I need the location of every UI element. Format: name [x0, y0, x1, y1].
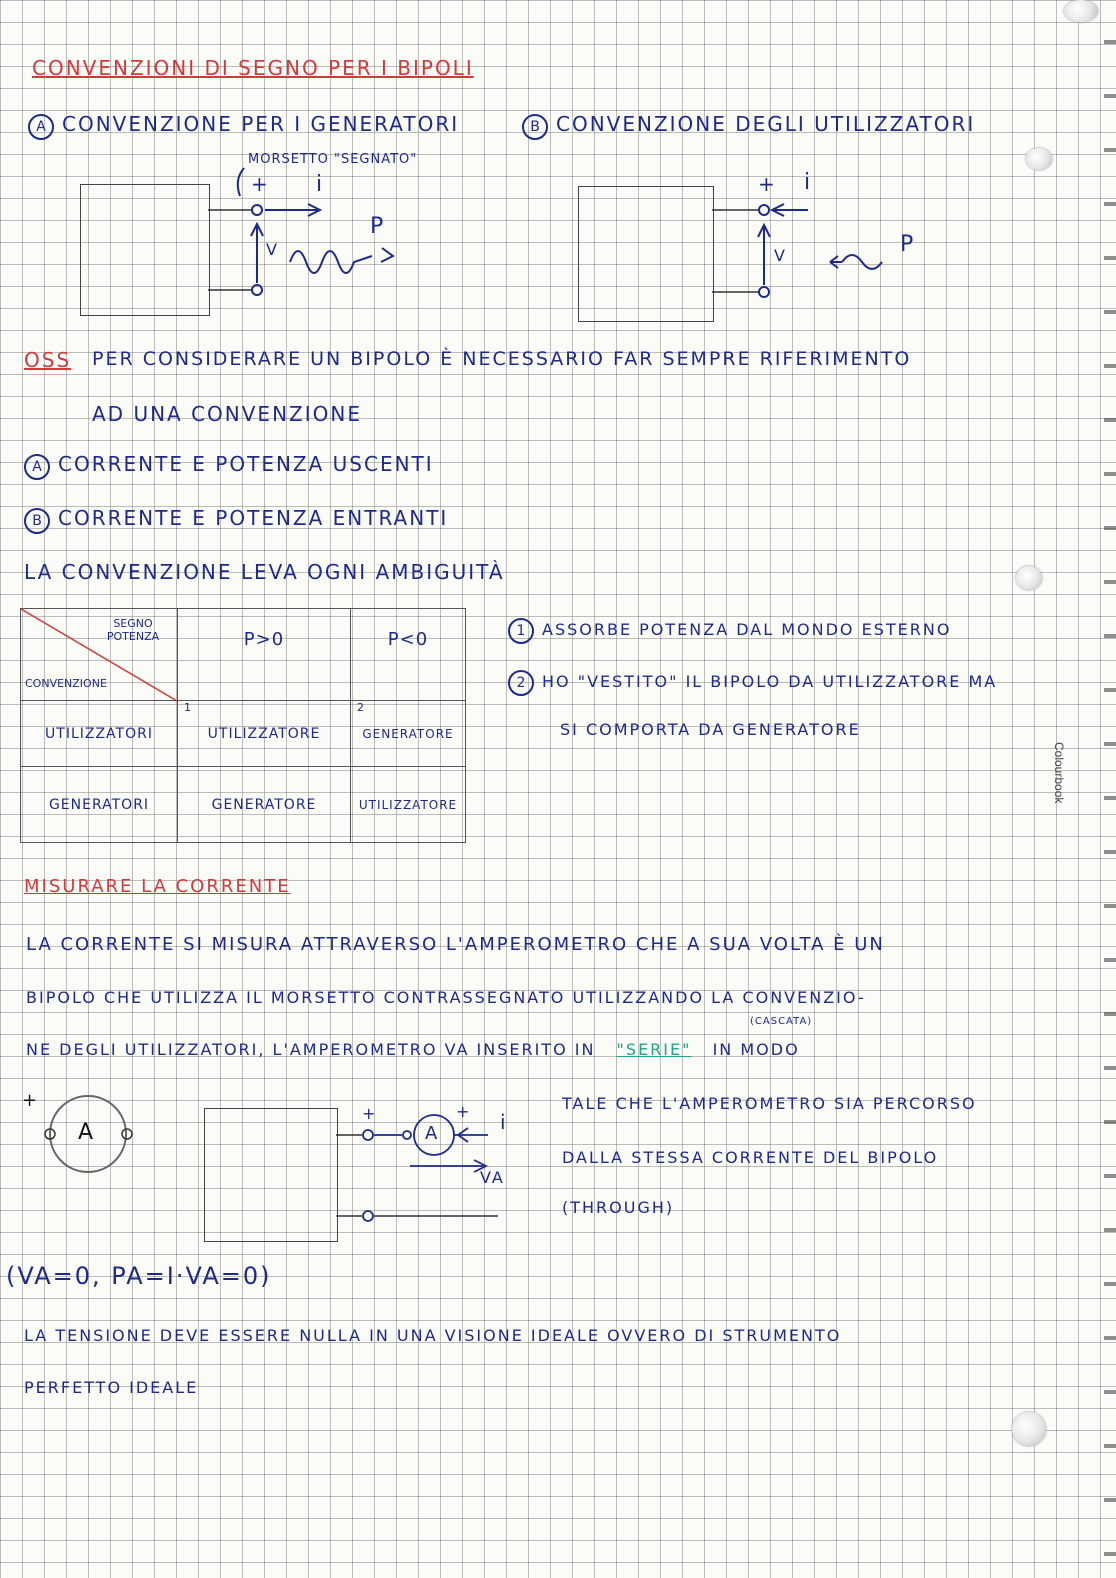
list-marker-b: B [24, 508, 50, 534]
current-label-a: i [316, 172, 325, 197]
note-1-marker: 1 [508, 618, 534, 644]
convention-b-text: CONVENZIONE DEGLI UTILIZZATORI [556, 112, 976, 136]
note-2-text-1: HO "VESTITO" IL BIPOLO DA UTILIZZATORE MA [542, 672, 998, 691]
table-cell-1-2 [351, 701, 466, 767]
bipole-box-ammeter [204, 1108, 338, 1242]
plus-b: + [758, 172, 777, 196]
bipole-box-a [80, 184, 210, 316]
table-col-header-1: P>0 [178, 609, 351, 701]
ammeter-series-current: i [500, 1110, 508, 1134]
table-marker-1: 1 [184, 701, 192, 714]
marker-b: B [522, 114, 548, 140]
binder-ring-1 [1064, 0, 1098, 22]
ammeter-series-letter: A [425, 1123, 440, 1144]
paragraph-2-line-1: TALE CHE L'AMPEROMETRO SIA PERCORSO [562, 1094, 977, 1113]
note-2-marker: 2 [508, 670, 534, 696]
binder-ring-4 [1012, 1412, 1046, 1446]
binder-ring-2 [1026, 148, 1052, 170]
list-item-a [24, 452, 434, 480]
formula: (VA=0, PA=I·VA=0) [6, 1262, 272, 1290]
table-marker-2: 2 [357, 701, 365, 714]
binder-ring-3 [1016, 566, 1042, 590]
note-1 [508, 618, 951, 644]
convention-b-heading [522, 112, 975, 140]
notebook-brand: Colourbook [1052, 742, 1066, 804]
power-label-b: P [900, 232, 916, 257]
terminal-note-a: MORSETTO "SEGNATO" [248, 152, 418, 167]
list-item-b [24, 506, 448, 534]
table-cell-1-1 [178, 701, 351, 767]
power-label-a: P [370, 214, 386, 239]
ammeter-voltage-label: VA [480, 1168, 505, 1187]
cascata-note: (CASCATA) [750, 1016, 813, 1027]
table-cell-1-2-text: GENERATORE [362, 726, 454, 741]
list-marker-a: A [24, 454, 50, 480]
list-text-a: CORRENTE E POTENZA USCENTI [58, 452, 434, 476]
series-highlight: "SERIE" [616, 1040, 692, 1059]
note-1-text: ASSORBE POTENZA DAL MONDO ESTERNO [542, 620, 952, 639]
table-corner-bottom: CONVENZIONE [25, 677, 107, 690]
bipole-box-b [578, 186, 714, 322]
section-title-convenzioni: CONVENZIONI DI SEGNO PER I BIPOLI [32, 56, 474, 80]
table-cell-2-1: GENERATORE [178, 767, 351, 843]
convention-a-text: CONVENZIONE PER I GENERATORI [62, 112, 460, 136]
ammeter-series-wires [0, 0, 1, 1]
table-row-label-2: GENERATORI [21, 767, 178, 843]
note-2-line-2: SI COMPORTA DA GENERATORE [560, 720, 861, 739]
voltage-label-a: V [266, 240, 279, 259]
convention-a-heading [28, 112, 459, 140]
paragraph-1-line-1: LA CORRENTE SI MISURA ATTRAVERSO L'AMPEROMETRO CHE A SUA VOLTA È UN [26, 934, 885, 955]
list-text-b: CORRENTE E POTENZA ENTRANTI [58, 506, 449, 530]
notebook-edge [1104, 0, 1116, 1578]
oss-line-2: AD UNA CONVENZIONE [92, 402, 362, 426]
voltage-label-b: V [774, 246, 787, 265]
note-2-line-1 [508, 670, 997, 696]
ammeter-plus: + [22, 1090, 40, 1111]
paragraph-2-line-3: (THROUGH) [562, 1198, 675, 1217]
table-cell-2-2: UTILIZZATORE [351, 767, 466, 843]
ammeter-series-plus-meter: + [456, 1102, 472, 1121]
table-cell-1-1-text: UTILIZZATORE [207, 725, 321, 742]
oss-label: OSS [24, 348, 72, 372]
table-row-label-1: UTILIZZATORI [21, 701, 178, 767]
plus-a: + [251, 172, 270, 196]
convention-table [20, 608, 466, 843]
marker-a: A [28, 114, 54, 140]
ambiguity-line: LA CONVENZIONE LEVA OGNI AMBIGUITÀ [24, 560, 505, 584]
paragraph-1-line-3-start: NE DEGLI UTILIZZATORI, L'AMPEROMETRO VA INSERITO IN [26, 1040, 596, 1059]
paragraph-2-line-2: DALLA STESSA CORRENTE DEL BIPOLO [562, 1148, 939, 1167]
paragraph-1-line-3-end: IN MODO [712, 1040, 800, 1059]
current-label-b: i [804, 170, 813, 195]
table-corner-top: SEGNO POTENZA [106, 617, 160, 643]
paragraph-3-line-1: LA TENSIONE DEVE ESSERE NULLA IN UNA VISIONE IDEALE OVVERO DI STRUMENTO [24, 1326, 842, 1345]
oss-line-1: PER CONSIDERARE UN BIPOLO È NECESSARIO FAR SEMPRE RIFERIMENTO [92, 348, 912, 370]
table-col-header-2: P<0 [351, 609, 466, 701]
table-corner [21, 609, 178, 701]
ammeter-symbol-letter: A [78, 1120, 96, 1145]
paragraph-1-line-2: BIPOLO CHE UTILIZZA IL MORSETTO CONTRASSEGNATO UTILIZZANDO LA CONVENZIO- [26, 988, 866, 1007]
paragraph-1-line-3 [26, 1040, 800, 1059]
paragraph-3-line-2: PERFETTO IDEALE [24, 1378, 199, 1397]
ammeter-series-plus-terminal: + [362, 1104, 378, 1123]
section-title-misurare: MISURARE LA CORRENTE [24, 876, 291, 897]
